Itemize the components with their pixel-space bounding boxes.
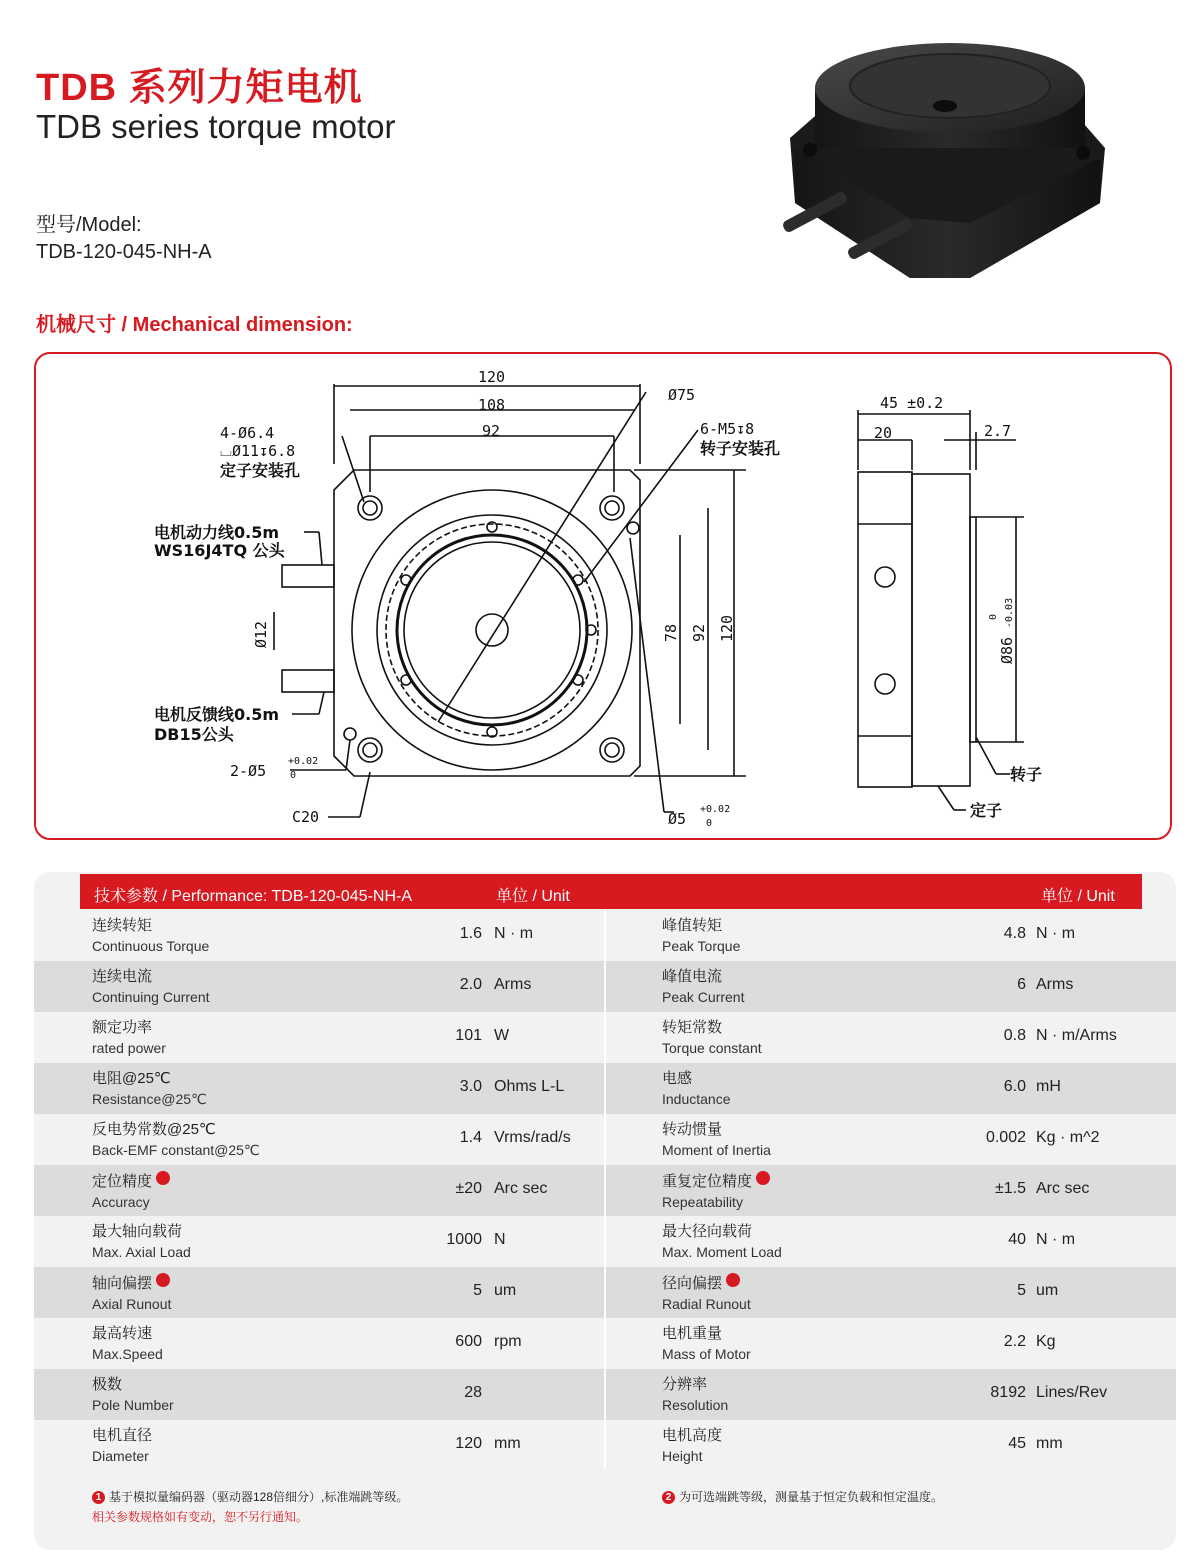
spec-value-l: 28	[464, 1384, 482, 1401]
spec-unit-r: N · m	[1036, 1231, 1076, 1248]
spec-name-cn: 转矩常数	[662, 1019, 723, 1036]
spec-name-cn: 电阻@25℃	[92, 1070, 171, 1087]
spec-name-en: Height	[662, 1448, 703, 1464]
column-divider	[604, 909, 606, 1469]
spec-name-en: Max.Speed	[92, 1346, 163, 1362]
spec-name-cn: 电感	[662, 1070, 693, 1087]
rotor-label: 转子	[1010, 765, 1043, 784]
hole-label-1: 4-Ø6.4	[220, 424, 275, 442]
power-cable-1: 电机动力线0.5m	[154, 523, 280, 542]
spec-unit-l: rpm	[494, 1333, 522, 1350]
spec-value-l: 1.4	[459, 1129, 482, 1146]
spec-unit-l: Arms	[494, 976, 532, 993]
spec-unit-r: Lines/Rev	[1036, 1384, 1108, 1401]
page-title-en: TDB series torque motor	[36, 108, 396, 145]
dim-120-top: 120	[478, 368, 506, 386]
spec-name-cn: 电机重量	[662, 1325, 723, 1342]
spec-header-title: 技术参数 / Performance: TDB-120-045-NH-A	[94, 888, 413, 905]
chamfer-label: C20	[292, 808, 320, 826]
spec-value-l: 5	[473, 1282, 482, 1299]
spec-name-r	[662, 1018, 762, 1058]
spec-name-en: Inductance	[662, 1091, 731, 1107]
spec-unit-r: mH	[1036, 1078, 1061, 1095]
model-value: TDB-120-045-NH-A	[36, 241, 212, 263]
m5-label-1: 6-M5↧8	[700, 420, 755, 438]
note-1-text: 基于模拟量编码器（驱动器128倍细分）,标准端跳等级。	[109, 1490, 409, 1504]
footnote-2	[662, 1488, 943, 1505]
spec-unit-l: Arc sec	[494, 1180, 548, 1197]
spec-name-en: rated power	[92, 1040, 166, 1056]
spec-name-cn: 最大径向载荷	[662, 1223, 753, 1240]
spec-name-r	[662, 1273, 751, 1314]
spec-name-en: Mass of Motor	[662, 1346, 751, 1362]
spec-value-l: 3.0	[459, 1078, 482, 1095]
spec-name-en: Continuous Torque	[92, 938, 210, 954]
spec-header-unit-right: 单位 / Unit	[1041, 888, 1115, 905]
m5-label-2: 转子安装孔	[700, 439, 781, 458]
spec-name-cn: 最高转速	[92, 1325, 153, 1342]
spec-name-r	[662, 1171, 770, 1212]
spec-unit-r: Kg · m^2	[1036, 1129, 1100, 1146]
dim-phi12: Ø12	[252, 620, 270, 648]
stator-label: 定子	[970, 801, 1003, 820]
spec-value-l: ±20	[455, 1180, 482, 1197]
spec-value-r: 4.8	[1003, 925, 1026, 942]
dim-height: 45 ±0.2	[880, 394, 944, 412]
dim-92-top: 92	[482, 422, 501, 440]
spec-value-l: 1.6	[459, 925, 482, 942]
spec-value-l: 2.0	[459, 976, 482, 993]
feedback-cable-2: DB15公头	[154, 725, 234, 744]
spec-name-en: Repeatability	[662, 1194, 743, 1210]
spec-name-l	[92, 1324, 163, 1364]
dim-phi5: Ø5	[668, 810, 687, 828]
spec-unit-r: Arc sec	[1036, 1180, 1090, 1197]
spec-name-en: Accuracy	[92, 1194, 150, 1210]
spec-name-en: Axial Runout	[92, 1296, 172, 1312]
footnote-1	[92, 1488, 408, 1505]
spec-unit-l: N	[494, 1231, 506, 1248]
spec-name-cn: 电机高度	[662, 1427, 723, 1444]
spec-name-cn: 反电势常数@25℃	[92, 1121, 216, 1138]
spec-value-r: 0.8	[1003, 1027, 1026, 1044]
note-2-marker: 2	[662, 1491, 675, 1504]
spec-value-r: 2.2	[1003, 1333, 1026, 1350]
spec-unit-l: Vrms/rad/s	[494, 1129, 571, 1146]
pin-label: 2-Ø5	[230, 762, 267, 780]
spec-name-r	[662, 1069, 731, 1109]
spec-unit-l: um	[494, 1282, 517, 1299]
spec-name-r	[662, 1426, 722, 1466]
spec-value-l: 120	[455, 1435, 482, 1452]
spec-name-l	[92, 967, 210, 1007]
footnote-marker	[156, 1171, 170, 1185]
model-label: 型号/Model:	[36, 214, 142, 236]
spec-name-cn: 最大轴向载荷	[92, 1223, 183, 1240]
spec-name-en: Radial Runout	[662, 1296, 751, 1312]
spec-name-l	[92, 916, 209, 956]
pin-tol-top: +0.02	[288, 756, 319, 767]
spec-value-r: 5	[1017, 1282, 1026, 1299]
page-title-cn: TDB 系列力矩电机	[36, 67, 363, 109]
spec-name-r	[662, 916, 740, 956]
footnote-3: 相关参数规格如有变动，恕不另行通知。	[92, 1510, 309, 1524]
spec-name-l	[92, 1375, 174, 1415]
dim-20: 20	[874, 424, 893, 442]
spec-name-r	[662, 1324, 751, 1364]
spec-name-cn: 峰值转矩	[662, 917, 723, 934]
spec-name-r	[662, 967, 744, 1007]
spec-name-cn: 定位精度	[92, 1171, 170, 1192]
spec-name-cn: 峰值电流	[662, 968, 723, 985]
spec-name-en: Diameter	[92, 1448, 149, 1464]
spec-name-en: Resolution	[662, 1397, 729, 1413]
spec-name-l	[92, 1222, 191, 1262]
spec-name-l	[92, 1120, 260, 1160]
spec-name-en: Pole Number	[92, 1397, 174, 1413]
spec-name-en: Continuing Current	[92, 989, 210, 1005]
spec-unit-r: N · m/Arms	[1036, 1027, 1117, 1044]
footnote-marker	[156, 1273, 170, 1287]
spec-unit-r: Arms	[1036, 976, 1074, 993]
spec-name-en: Torque constant	[662, 1040, 762, 1056]
spec-name-cn: 极数	[92, 1376, 123, 1393]
spec-unit-r: um	[1036, 1282, 1059, 1299]
dim-120-side: 120	[718, 614, 736, 642]
spec-value-l: 1000	[446, 1231, 482, 1248]
footnote-marker	[726, 1273, 740, 1287]
spec-name-cn: 径向偏摆	[662, 1273, 751, 1294]
mechanical-drawing	[34, 352, 1172, 840]
dim-78: 78	[662, 623, 680, 642]
spec-name-l	[92, 1069, 207, 1109]
dim-phi86: Ø86	[998, 636, 1016, 664]
spec-name-en: Peak Torque	[662, 938, 741, 954]
spec-unit-l: mm	[494, 1435, 521, 1452]
pin-tol-bottom: 0	[290, 770, 297, 781]
spec-header-unit-left: 单位 / Unit	[496, 888, 570, 905]
note-1-marker: 1	[92, 1491, 105, 1504]
spec-name-en: Max. Moment Load	[662, 1244, 782, 1260]
spec-name-l	[92, 1273, 171, 1314]
spec-name-cn: 电机直径	[92, 1427, 153, 1444]
hole-label-2: ⌴Ø11↧6.8	[220, 442, 296, 460]
spec-name-l	[92, 1018, 166, 1058]
spec-value-r: 45	[1008, 1435, 1026, 1452]
spec-name-en: Resistance@25℃	[92, 1091, 207, 1107]
power-cable-2: WS16J4TQ 公头	[154, 541, 285, 560]
spec-unit-l: W	[494, 1027, 510, 1044]
footnote-marker	[756, 1171, 770, 1185]
hole-label-3: 定子安装孔	[220, 461, 301, 480]
phi86-tol-top: 0	[988, 613, 999, 620]
spec-name-en: Moment of Inertia	[662, 1142, 771, 1158]
dim-108: 108	[478, 396, 506, 414]
product-image	[770, 28, 1130, 288]
phi5-tol-bottom: 0	[706, 818, 713, 829]
feedback-cable-1: 电机反馈线0.5m	[154, 705, 280, 724]
spec-name-en: Back-EMF constant@25℃	[92, 1142, 260, 1158]
spec-value-l: 101	[455, 1027, 482, 1044]
spec-name-r	[662, 1120, 771, 1160]
spec-value-r: 0.002	[985, 1129, 1026, 1146]
spec-name-en: Max. Axial Load	[92, 1244, 191, 1260]
spec-unit-l: N · m	[494, 925, 534, 942]
dim-92-side: 92	[690, 623, 708, 642]
spec-table-header	[80, 874, 1142, 909]
spec-name-cn: 分辨率	[662, 1376, 708, 1393]
spec-name-cn: 连续转矩	[92, 917, 153, 934]
spec-name-r	[662, 1222, 782, 1262]
spec-value-r: 40	[1008, 1231, 1026, 1248]
spec-name-cn: 额定功率	[92, 1019, 153, 1036]
spec-name-l	[92, 1426, 152, 1466]
spec-value-r: 6	[1017, 976, 1026, 993]
spec-unit-r: N · m	[1036, 925, 1076, 942]
dim-2-7: 2.7	[984, 422, 1012, 440]
dim-phi75: Ø75	[668, 386, 696, 404]
spec-name-r	[662, 1375, 728, 1415]
spec-unit-r: Kg	[1036, 1333, 1056, 1350]
spec-value-r: 8192	[990, 1384, 1026, 1401]
spec-unit-l: Ohms L-L	[494, 1078, 565, 1095]
spec-name-l	[92, 1171, 170, 1212]
spec-name-en: Peak Current	[662, 989, 745, 1005]
spec-name-cn: 轴向偏摆	[92, 1273, 171, 1294]
phi86-tol-bottom: -0.03	[1004, 597, 1015, 628]
phi5-tol-top: +0.02	[700, 804, 731, 815]
spec-name-cn: 转动惯量	[662, 1121, 723, 1138]
spec-value-r: ±1.5	[994, 1180, 1026, 1197]
note-2-text: 为可选端跳等级，测量基于恒定负载和恒定温度。	[679, 1490, 944, 1504]
section-title: 机械尺寸 / Mechanical dimension:	[36, 314, 353, 336]
spec-name-cn: 重复定位精度	[662, 1171, 770, 1192]
spec-unit-r: mm	[1036, 1435, 1063, 1452]
spec-name-cn: 连续电流	[92, 968, 153, 985]
spec-value-l: 600	[455, 1333, 482, 1350]
spec-value-r: 6.0	[1003, 1078, 1026, 1095]
